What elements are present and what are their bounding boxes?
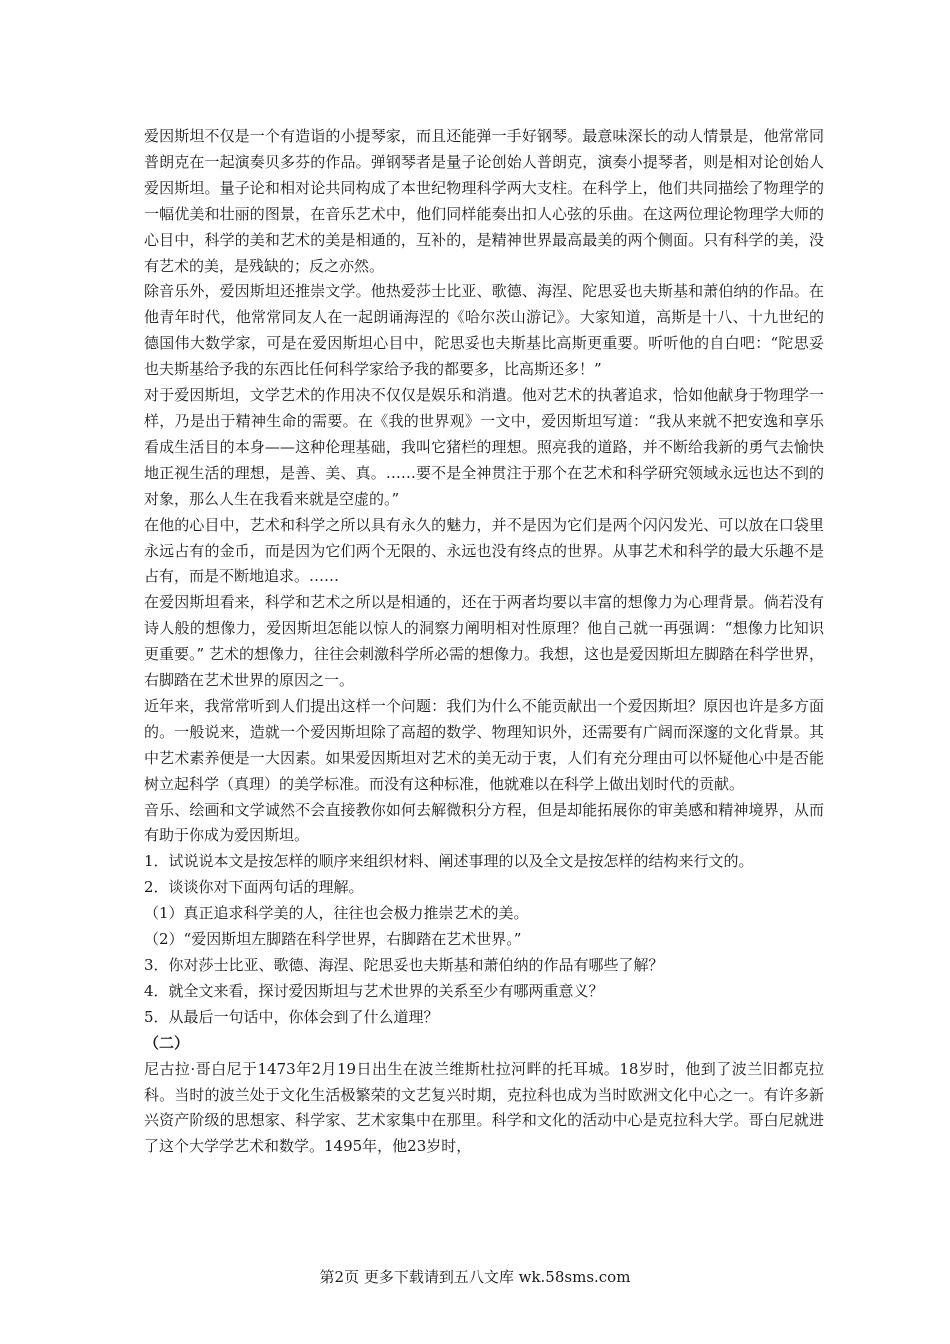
- section2-paragraph: 尼古拉·哥白尼于1473年2月19日出生在波兰维斯杜拉河畔的托耳城。18岁时，他到了波兰旧都克拉科。当时的波兰处于文化生活极繁荣的文艺复兴时期，克拉科也成为当时欧洲文化中心之一。有许多新兴资产阶级的思想家、科学家、艺术家集中在那里。科学和文化的活动中心是克拉科大学。哥白尼就进了这个大学学艺术和数学。1495年，他23岁时，: [144, 1059, 824, 1156]
- body-paragraph-1: 爱因斯坦不仅是一个有造诣的小提琴家，而且还能弹一手好钢琴。最意味深长的动人情景是，他常常同普朗克在一起演奏贝多芬的作品。弹钢琴者是量子论创始人普朗克，演奏小提琴者，则是相对论创始人爱因斯坦。量子论和相对论共同构成了本世纪物理科学两大支柱。在科学上，他们共同描绘了物理学的一幅优美和壮丽的图景，在音乐艺术中，他们同样能奏出扣人心弦的乐曲。在这两位理论物理学大师的心目中，科学的美和艺术的美是相通的，互补的，是精神世界最高最美的两个侧面。只有科学的美，没有艺术的美，是残缺的；反之亦然。: [144, 127, 824, 275]
- section-heading: （二）: [144, 1033, 190, 1052]
- body-paragraph-3: 对于爱因斯坦，文学艺术的作用决不仅仅是娱乐和消遣。他对艺术的执著追求，恰如他献身于物理学一样，乃是出于精神生命的需要。在《我的世界观》一文中，爱因斯坦写道：“我从来就不把安逸和享乐看成生活目的本身——这种伦理基础，我叫它猪栏的理想。照亮我的道路，并不断给我新的勇气去愉快地正视生活的理想，是善、美、真。……要不是全神贯注于那个在艺术和科学研究领域永远也达不到的对象，那么人生在我看来就是空虚的。”: [144, 386, 824, 508]
- question-4: 4．就全文来看，探讨爱因斯坦与艺术世界的关系至少有哪两重意义？: [144, 981, 604, 1000]
- page-footer: 第2页 更多下载请到五八文库 wk.58sms.com: [319, 1268, 631, 1286]
- question-2: 2．谈谈你对下面两句话的理解。: [144, 878, 364, 897]
- body-paragraph-7: 音乐、绘画和文学诚然不会直接教你如何去解微积分方程，但是却能拓展你的审美感和精神境界，从而有助于你成为爱因斯坦。: [144, 800, 824, 845]
- question-2-item-2: （2）“爱因斯坦左脚踏在科学世界，右脚踏在艺术世界。”: [144, 930, 522, 949]
- body-paragraph-2: 除音乐外，爱因斯坦还推崇文学。他热爱莎士比亚、歌德、海涅、陀思妥也夫斯基和萧伯纳的作品。在他青年时代，他常常同友人在一起朗诵海涅的《哈尔茨山游记》。大家知道，高斯是十八、十九世纪的德国伟大数学家，可是在爱因斯坦心目中，陀思妥也夫斯基比高斯更重要。听听他的自白吧：“陀思妥也夫斯基给予我的东西比任何科学家给予我的都要多，比高斯还多！”: [144, 282, 824, 379]
- body-paragraph-4: 在他的心目中，艺术和科学之所以具有永久的魅力，并不是因为它们是两个闪闪发光、可以放在口袋里永远占有的金币，而是因为它们两个无限的、永远也没有终点的世界。从事艺术和科学的最大乐趣不是占有，而是不断地追求。……: [144, 515, 824, 586]
- question-1: 1．试说说本文是按怎样的顺序来组织材料、阐述事理的以及全文是按怎样的结构来行文的。: [144, 852, 754, 871]
- body-paragraph-6: 近年来，我常常听到人们提出这样一个问题：我们为什么不能贡献出一个爱因斯坦？原因也许是多方面的。一般说来，造就一个爱因斯坦除了高超的数学、物理知识外，还需要有广阔而深邃的文化背景。其中艺术素养便是一大因素。如果爱因斯坦对艺术的美无动于衷，人们有充分理由可以怀疑他心中是否能树立起科学（真理）的美学标准。而没有这种标准，他就难以在科学上做出划时代的贡献。: [144, 696, 824, 793]
- body-paragraph-5: 在爱因斯坦看来，科学和艺术之所以是相通的，还在于两者均要以丰富的想像力为心理背景。倘若没有诗人般的想像力，爱因斯坦怎能以惊人的洞察力阐明相对性原理？他自己就一再强调：“想像力比知识更重要。” 艺术的想像力，往往会刺激科学所必需的想像力。我想，这也是爱因斯坦左脚踏在科学世界，右脚踏在艺术世界的原因之一。: [144, 593, 824, 690]
- question-3: 3．你对莎士比亚、歌德、海涅、陀思妥也夫斯基和萧伯纳的作品有哪些了解？: [144, 956, 664, 974]
- document-body: [144, 124, 824, 1160]
- question-5: 5．从最后一句话中，你体会到了什么道理？: [144, 1007, 439, 1026]
- question-2-item-1: （1）真正追求科学美的人，往往也会极力推崇艺术的美。: [144, 904, 529, 923]
